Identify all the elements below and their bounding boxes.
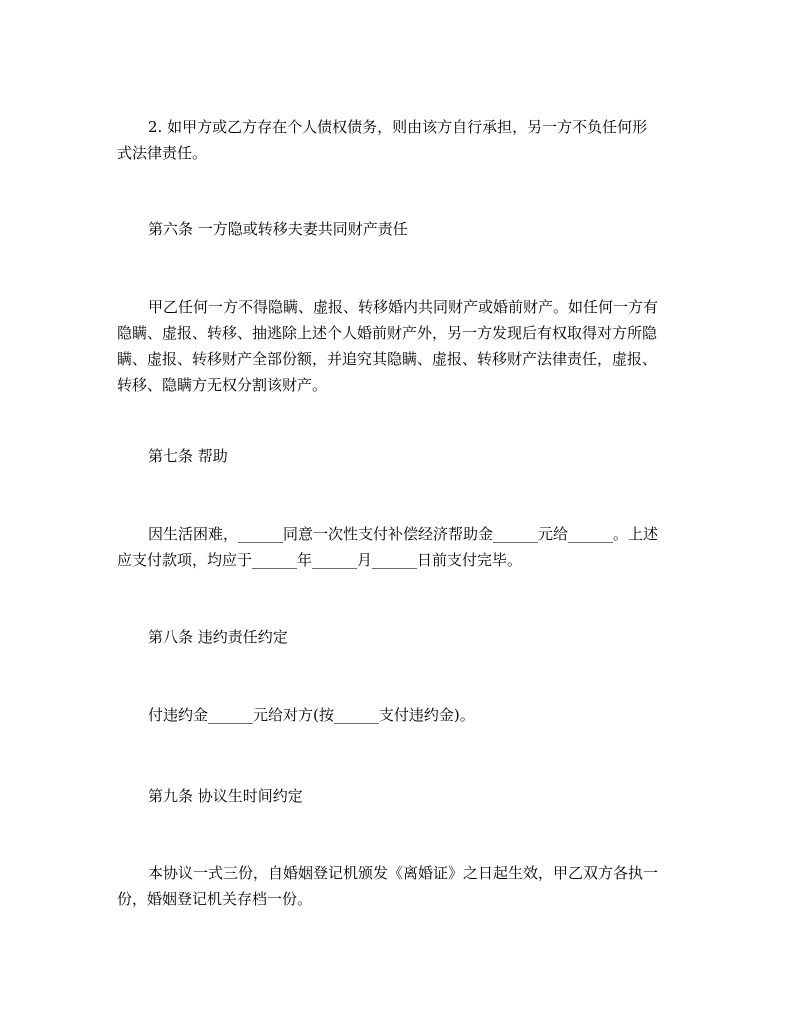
- article-6-heading: 第六条 一方隐或转移夫妻共同财产责任: [148, 220, 408, 238]
- paragraph-line: 甲乙任何一方不得隐瞒、虚报、转移婚内共同财产或婚前财产。如任何一方有: [148, 298, 659, 316]
- paragraph-line: 瞒、虚报、转移财产全部份额，并追究其隐瞒、虚报、转移财产法律责任，虚报、: [117, 350, 658, 368]
- paragraph-line: 份，婚姻登记机关存档一份。: [117, 890, 313, 908]
- article-7-paragraph: [117, 521, 683, 573]
- paragraph-line: 因生活困难，______同意一次性支付补偿经济帮助金______元给______。上述: [148, 525, 659, 543]
- article-6-paragraph: [117, 294, 683, 398]
- paragraph-line: 转移、隐瞒方无权分割该财产。: [117, 376, 328, 394]
- article-8-heading: 第八条 违约责任约定: [148, 628, 288, 646]
- article-9-heading: 第九条 协议生时间约定: [148, 787, 303, 805]
- article-7-heading: 第七条 帮助: [148, 447, 228, 465]
- article-9-paragraph: [117, 860, 683, 912]
- paragraph-line: 付违约金______元给对方(按______支付违约金)。: [148, 706, 475, 724]
- paragraph-line: 2. 如甲方或乙方存在个人债权债务，则由该方自行承担，另一方不负任何形: [148, 118, 648, 136]
- paragraph-line: 式法律责任。: [117, 144, 208, 162]
- paragraph-line: 本协议一式三份，自婚姻登记机颁发《离婚证》之日起生效，甲乙双方各执一: [148, 864, 659, 882]
- clause-personal-debt-paragraph: [117, 114, 683, 166]
- article-8-paragraph: [117, 702, 683, 728]
- paragraph-line: 隐瞒、虚报、转移、抽逃除上述个人婚前财产外，另一方发现后有权取得对方所隐: [117, 324, 658, 342]
- paragraph-line: 应支付款项，均应于______年______月______日前支付完毕。: [117, 551, 523, 569]
